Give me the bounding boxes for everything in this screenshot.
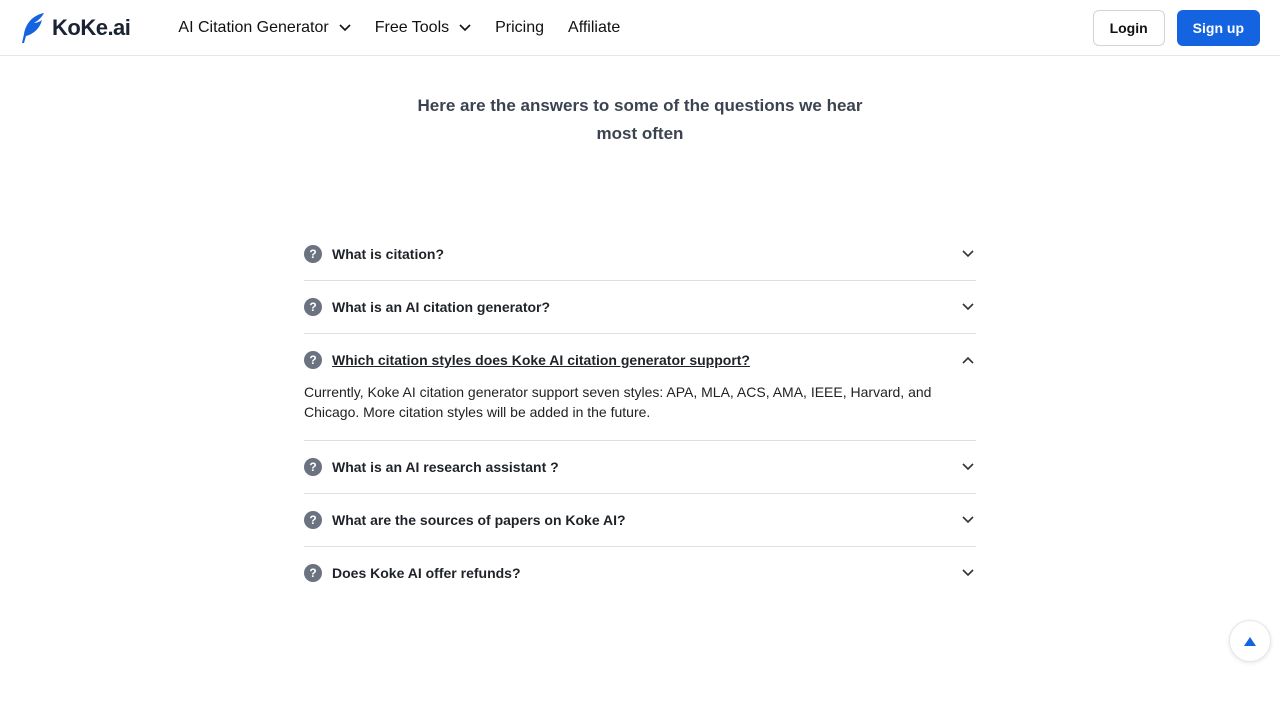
faq-question-text: What are the sources of papers on Koke AI? (332, 512, 626, 528)
chevron-down-icon (962, 303, 976, 311)
chevron-down-icon (339, 24, 351, 32)
nav-label: Affiliate (568, 18, 621, 36)
question-icon: ? (304, 245, 322, 263)
nav-ai-citation-generator[interactable] (178, 19, 350, 37)
nav-label: Pricing (495, 18, 545, 36)
chevron-down-icon (962, 463, 976, 471)
faq-list (304, 228, 976, 599)
chevron-down-icon (962, 250, 976, 258)
back-to-top-button[interactable] (1229, 620, 1271, 662)
faq-question-text: What is an AI research assistant ? (332, 459, 559, 475)
faq-subtitle (0, 92, 1280, 148)
subtitle-line: most often (596, 124, 684, 143)
signup-button[interactable]: Sign up (1177, 10, 1260, 46)
question-icon: ? (304, 351, 322, 369)
question-icon: ? (304, 298, 322, 316)
nav-label: AI Citation Generator (178, 18, 329, 36)
faq-question-text: Which citation styles does Koke AI citation generator support? (332, 352, 750, 368)
chevron-down-icon (459, 24, 471, 32)
nav-label: Free Tools (374, 18, 450, 36)
logo[interactable]: KoKe.ai (20, 12, 130, 44)
header (0, 0, 1280, 56)
faq-answer: Currently, Koke AI citation generator support seven styles: APA, MLA, ACS, AMA, IEEE, Harvard, and Chicago. More citation styles will be added in the future. (304, 384, 932, 420)
faq-question-text: What is an AI citation generator? (332, 299, 551, 315)
nav-pricing[interactable] (495, 19, 544, 37)
faq-question[interactable] (304, 441, 976, 493)
question-icon: ? (304, 511, 322, 529)
faq-item (304, 547, 976, 599)
faq-question[interactable] (304, 547, 976, 599)
chevron-down-icon (962, 516, 976, 524)
question-icon: ? (304, 564, 322, 582)
feather-icon (20, 12, 46, 44)
faq-question[interactable] (304, 494, 976, 546)
nav-affiliate[interactable] (568, 19, 620, 37)
login-button[interactable]: Login (1093, 10, 1165, 46)
chevron-up-icon (962, 356, 976, 364)
faq-question[interactable] (304, 228, 976, 280)
subtitle-line: Here are the answers to some of the questions we hear (417, 96, 863, 115)
question-icon: ? (304, 458, 322, 476)
faq-item (304, 334, 976, 441)
faq-item (304, 281, 976, 334)
faq-item (304, 228, 976, 281)
faq-item (304, 494, 976, 547)
nav-free-tools[interactable] (375, 19, 471, 37)
faq-question-text: What is citation? (332, 246, 444, 262)
faq-question[interactable] (304, 281, 976, 333)
faq-question-text: Does Koke AI offer refunds? (332, 565, 521, 581)
faq-item (304, 441, 976, 494)
triangle-up-icon (1244, 637, 1256, 646)
faq-question[interactable] (304, 334, 976, 386)
chevron-down-icon (962, 569, 976, 577)
